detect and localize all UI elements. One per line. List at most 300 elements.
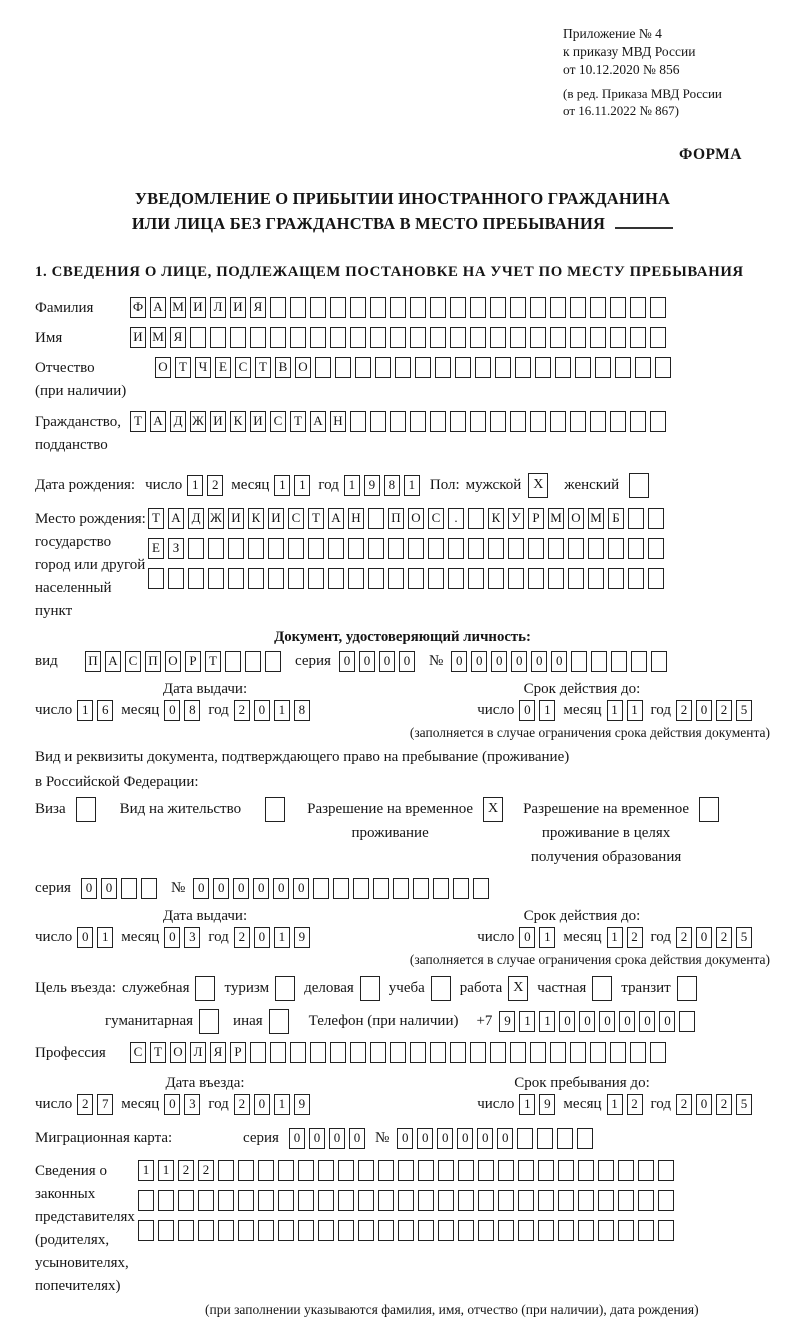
char-cell[interactable]: Я bbox=[210, 1042, 226, 1063]
char-cell[interactable] bbox=[530, 297, 546, 318]
char-cell[interactable]: 0 bbox=[519, 927, 535, 948]
char-cell[interactable] bbox=[655, 357, 671, 378]
char-cell[interactable] bbox=[390, 1042, 406, 1063]
char-cell[interactable] bbox=[370, 327, 386, 348]
char-cell[interactable] bbox=[388, 568, 404, 589]
char-cell[interactable]: И bbox=[230, 297, 246, 318]
char-cell[interactable]: 1 bbox=[519, 1011, 535, 1032]
char-cell[interactable] bbox=[430, 297, 446, 318]
char-cell[interactable] bbox=[428, 568, 444, 589]
char-cell[interactable] bbox=[378, 1160, 394, 1181]
char-cell[interactable] bbox=[298, 1220, 314, 1241]
char-cell[interactable]: П bbox=[388, 508, 404, 529]
char-cell[interactable]: К bbox=[488, 508, 504, 529]
char-cell[interactable] bbox=[478, 1220, 494, 1241]
char-cell[interactable] bbox=[590, 327, 606, 348]
char-cell[interactable] bbox=[298, 1160, 314, 1181]
char-cell[interactable]: 0 bbox=[619, 1011, 635, 1032]
char-cell[interactable]: 1 bbox=[344, 475, 360, 496]
char-cell[interactable] bbox=[270, 297, 286, 318]
char-cell[interactable] bbox=[590, 297, 606, 318]
char-cell[interactable]: М bbox=[150, 327, 166, 348]
char-cell[interactable]: 1 bbox=[274, 700, 290, 721]
char-cell[interactable]: И bbox=[210, 411, 226, 432]
char-cell[interactable]: Ж bbox=[190, 411, 206, 432]
char-cell[interactable] bbox=[398, 1220, 414, 1241]
char-cell[interactable]: 0 bbox=[471, 651, 487, 672]
char-cell[interactable] bbox=[358, 1160, 374, 1181]
char-cell[interactable] bbox=[558, 1160, 574, 1181]
char-cell[interactable]: 0 bbox=[254, 700, 270, 721]
edu-permit-checkbox[interactable] bbox=[699, 797, 719, 822]
char-cell[interactable]: О bbox=[170, 1042, 186, 1063]
char-cell[interactable] bbox=[495, 357, 511, 378]
char-cell[interactable]: Л bbox=[210, 297, 226, 318]
identity-expiry-month-cells[interactable] bbox=[607, 700, 643, 721]
char-cell[interactable]: 0 bbox=[599, 1011, 615, 1032]
char-cell[interactable]: 0 bbox=[193, 878, 209, 899]
char-cell[interactable]: 0 bbox=[457, 1128, 473, 1149]
char-cell[interactable] bbox=[550, 411, 566, 432]
char-cell[interactable]: 2 bbox=[676, 927, 692, 948]
inaya-checkbox[interactable] bbox=[269, 1009, 289, 1034]
char-cell[interactable] bbox=[550, 327, 566, 348]
char-cell[interactable] bbox=[390, 297, 406, 318]
phone-cells[interactable] bbox=[499, 1011, 695, 1032]
char-cell[interactable] bbox=[435, 357, 451, 378]
char-cell[interactable]: 5 bbox=[736, 927, 752, 948]
char-cell[interactable]: 0 bbox=[164, 927, 180, 948]
residence-issue-day-cells[interactable] bbox=[77, 927, 113, 948]
char-cell[interactable]: 0 bbox=[491, 651, 507, 672]
char-cell[interactable] bbox=[468, 508, 484, 529]
char-cell[interactable]: О bbox=[295, 357, 311, 378]
char-cell[interactable] bbox=[538, 1190, 554, 1211]
char-cell[interactable] bbox=[630, 297, 646, 318]
char-cell[interactable]: А bbox=[328, 508, 344, 529]
char-cell[interactable] bbox=[370, 411, 386, 432]
char-cell[interactable] bbox=[338, 1160, 354, 1181]
char-cell[interactable]: Л bbox=[190, 1042, 206, 1063]
legal-reps-cells-row2[interactable] bbox=[138, 1190, 674, 1211]
char-cell[interactable] bbox=[148, 568, 164, 589]
char-cell[interactable]: 0 bbox=[329, 1128, 345, 1149]
char-cell[interactable] bbox=[258, 1190, 274, 1211]
char-cell[interactable] bbox=[188, 568, 204, 589]
citizenship-cells[interactable] bbox=[130, 411, 666, 432]
char-cell[interactable]: 1 bbox=[607, 927, 623, 948]
char-cell[interactable] bbox=[338, 1220, 354, 1241]
char-cell[interactable] bbox=[488, 568, 504, 589]
identity-issue-month-cells[interactable] bbox=[164, 700, 200, 721]
char-cell[interactable] bbox=[310, 1042, 326, 1063]
char-cell[interactable]: 8 bbox=[294, 700, 310, 721]
char-cell[interactable] bbox=[648, 568, 664, 589]
char-cell[interactable] bbox=[658, 1160, 674, 1181]
char-cell[interactable] bbox=[475, 357, 491, 378]
char-cell[interactable] bbox=[628, 538, 644, 559]
char-cell[interactable] bbox=[550, 297, 566, 318]
char-cell[interactable] bbox=[510, 411, 526, 432]
char-cell[interactable]: П bbox=[85, 651, 101, 672]
char-cell[interactable]: 1 bbox=[77, 700, 93, 721]
char-cell[interactable] bbox=[608, 538, 624, 559]
char-cell[interactable]: 2 bbox=[627, 927, 643, 948]
char-cell[interactable]: 1 bbox=[627, 700, 643, 721]
char-cell[interactable]: К bbox=[230, 411, 246, 432]
char-cell[interactable]: И bbox=[228, 508, 244, 529]
char-cell[interactable] bbox=[158, 1190, 174, 1211]
char-cell[interactable]: 0 bbox=[399, 651, 415, 672]
char-cell[interactable] bbox=[318, 1190, 334, 1211]
char-cell[interactable] bbox=[630, 1042, 646, 1063]
char-cell[interactable]: 7 bbox=[97, 1094, 113, 1115]
char-cell[interactable] bbox=[408, 538, 424, 559]
char-cell[interactable]: К bbox=[248, 508, 264, 529]
char-cell[interactable] bbox=[350, 297, 366, 318]
char-cell[interactable] bbox=[358, 1220, 374, 1241]
char-cell[interactable]: 9 bbox=[499, 1011, 515, 1032]
birth-place-cells-row2[interactable] bbox=[148, 538, 664, 559]
char-cell[interactable] bbox=[368, 538, 384, 559]
char-cell[interactable] bbox=[338, 1190, 354, 1211]
char-cell[interactable] bbox=[278, 1220, 294, 1241]
char-cell[interactable] bbox=[230, 327, 246, 348]
char-cell[interactable]: . bbox=[448, 508, 464, 529]
char-cell[interactable] bbox=[530, 327, 546, 348]
char-cell[interactable] bbox=[458, 1160, 474, 1181]
char-cell[interactable]: 0 bbox=[254, 927, 270, 948]
char-cell[interactable]: 2 bbox=[676, 1094, 692, 1115]
char-cell[interactable]: 5 bbox=[736, 1094, 752, 1115]
char-cell[interactable] bbox=[330, 327, 346, 348]
birth-month-cells[interactable] bbox=[274, 475, 310, 496]
char-cell[interactable] bbox=[570, 327, 586, 348]
char-cell[interactable] bbox=[468, 538, 484, 559]
char-cell[interactable] bbox=[318, 1160, 334, 1181]
char-cell[interactable] bbox=[458, 1220, 474, 1241]
char-cell[interactable]: Ч bbox=[195, 357, 211, 378]
char-cell[interactable]: Т bbox=[150, 1042, 166, 1063]
char-cell[interactable] bbox=[438, 1160, 454, 1181]
char-cell[interactable] bbox=[448, 538, 464, 559]
char-cell[interactable]: И bbox=[250, 411, 266, 432]
gender-female-checkbox[interactable] bbox=[629, 473, 649, 498]
char-cell[interactable]: 3 bbox=[184, 1094, 200, 1115]
char-cell[interactable]: 0 bbox=[397, 1128, 413, 1149]
char-cell[interactable]: Т bbox=[290, 411, 306, 432]
char-cell[interactable] bbox=[278, 1160, 294, 1181]
char-cell[interactable]: 0 bbox=[531, 651, 547, 672]
char-cell[interactable] bbox=[188, 538, 204, 559]
char-cell[interactable]: А bbox=[310, 411, 326, 432]
char-cell[interactable] bbox=[393, 878, 409, 899]
char-cell[interactable] bbox=[375, 357, 391, 378]
char-cell[interactable]: И bbox=[268, 508, 284, 529]
sluzhebnaya-checkbox[interactable] bbox=[195, 976, 215, 1001]
char-cell[interactable] bbox=[268, 538, 284, 559]
char-cell[interactable] bbox=[478, 1160, 494, 1181]
char-cell[interactable] bbox=[248, 538, 264, 559]
char-cell[interactable]: М bbox=[548, 508, 564, 529]
char-cell[interactable]: 6 bbox=[97, 700, 113, 721]
char-cell[interactable]: Т bbox=[308, 508, 324, 529]
turizm-checkbox[interactable] bbox=[275, 976, 295, 1001]
char-cell[interactable] bbox=[618, 1220, 634, 1241]
entry-month-cells[interactable] bbox=[164, 1094, 200, 1115]
char-cell[interactable] bbox=[470, 1042, 486, 1063]
residence-expiry-day-cells[interactable] bbox=[519, 927, 555, 948]
char-cell[interactable] bbox=[538, 1220, 554, 1241]
patronymic-cells[interactable] bbox=[155, 357, 671, 378]
stay-day-cells[interactable] bbox=[519, 1094, 555, 1115]
migration-series-cells[interactable] bbox=[289, 1128, 365, 1149]
char-cell[interactable] bbox=[265, 651, 281, 672]
char-cell[interactable] bbox=[298, 1190, 314, 1211]
char-cell[interactable] bbox=[490, 297, 506, 318]
char-cell[interactable]: А bbox=[150, 297, 166, 318]
char-cell[interactable] bbox=[413, 878, 429, 899]
char-cell[interactable]: Ж bbox=[208, 508, 224, 529]
char-cell[interactable] bbox=[638, 1160, 654, 1181]
char-cell[interactable]: Е bbox=[215, 357, 231, 378]
char-cell[interactable]: А bbox=[105, 651, 121, 672]
char-cell[interactable] bbox=[610, 327, 626, 348]
char-cell[interactable]: 0 bbox=[349, 1128, 365, 1149]
char-cell[interactable] bbox=[415, 357, 431, 378]
char-cell[interactable] bbox=[388, 538, 404, 559]
char-cell[interactable]: 0 bbox=[477, 1128, 493, 1149]
char-cell[interactable] bbox=[498, 1220, 514, 1241]
char-cell[interactable] bbox=[450, 327, 466, 348]
char-cell[interactable] bbox=[638, 1220, 654, 1241]
char-cell[interactable] bbox=[353, 878, 369, 899]
char-cell[interactable] bbox=[390, 411, 406, 432]
residence-expiry-year-cells[interactable] bbox=[676, 927, 752, 948]
char-cell[interactable] bbox=[370, 1042, 386, 1063]
char-cell[interactable]: Е bbox=[148, 538, 164, 559]
char-cell[interactable] bbox=[577, 1128, 593, 1149]
char-cell[interactable] bbox=[228, 538, 244, 559]
char-cell[interactable] bbox=[535, 357, 551, 378]
char-cell[interactable] bbox=[568, 538, 584, 559]
identity-series-cells[interactable] bbox=[339, 651, 415, 672]
char-cell[interactable]: У bbox=[508, 508, 524, 529]
temp-permit-checkbox[interactable]: X bbox=[483, 797, 503, 822]
char-cell[interactable] bbox=[650, 411, 666, 432]
char-cell[interactable] bbox=[158, 1220, 174, 1241]
char-cell[interactable] bbox=[453, 878, 469, 899]
char-cell[interactable] bbox=[518, 1190, 534, 1211]
char-cell[interactable]: 0 bbox=[164, 1094, 180, 1115]
char-cell[interactable] bbox=[198, 1220, 214, 1241]
char-cell[interactable] bbox=[308, 538, 324, 559]
char-cell[interactable]: Д bbox=[188, 508, 204, 529]
char-cell[interactable]: О bbox=[155, 357, 171, 378]
char-cell[interactable] bbox=[578, 1190, 594, 1211]
char-cell[interactable]: Т bbox=[205, 651, 221, 672]
char-cell[interactable]: Т bbox=[255, 357, 271, 378]
char-cell[interactable] bbox=[313, 878, 329, 899]
char-cell[interactable] bbox=[178, 1220, 194, 1241]
char-cell[interactable] bbox=[550, 1042, 566, 1063]
gumanitarnaya-checkbox[interactable] bbox=[199, 1009, 219, 1034]
char-cell[interactable] bbox=[138, 1220, 154, 1241]
legal-reps-cells-row1[interactable] bbox=[138, 1160, 674, 1181]
identity-kind-cells[interactable] bbox=[85, 651, 281, 672]
birth-place-cells-row1[interactable] bbox=[148, 508, 664, 529]
char-cell[interactable]: Б bbox=[608, 508, 624, 529]
char-cell[interactable]: 0 bbox=[519, 700, 535, 721]
residence-permit-checkbox[interactable] bbox=[265, 797, 285, 822]
char-cell[interactable]: О bbox=[408, 508, 424, 529]
char-cell[interactable] bbox=[528, 568, 544, 589]
char-cell[interactable] bbox=[390, 327, 406, 348]
char-cell[interactable] bbox=[648, 538, 664, 559]
char-cell[interactable]: 0 bbox=[233, 878, 249, 899]
delovaya-checkbox[interactable] bbox=[360, 976, 380, 1001]
char-cell[interactable] bbox=[470, 327, 486, 348]
char-cell[interactable] bbox=[450, 297, 466, 318]
char-cell[interactable] bbox=[208, 568, 224, 589]
char-cell[interactable] bbox=[558, 1190, 574, 1211]
identity-number-cells[interactable] bbox=[451, 651, 667, 672]
char-cell[interactable] bbox=[328, 568, 344, 589]
char-cell[interactable] bbox=[348, 538, 364, 559]
birth-day-cells[interactable] bbox=[187, 475, 223, 496]
residence-expiry-month-cells[interactable] bbox=[607, 927, 643, 948]
char-cell[interactable] bbox=[270, 327, 286, 348]
ucheba-checkbox[interactable] bbox=[431, 976, 451, 1001]
char-cell[interactable] bbox=[571, 651, 587, 672]
char-cell[interactable] bbox=[608, 568, 624, 589]
identity-expiry-year-cells[interactable] bbox=[676, 700, 752, 721]
char-cell[interactable]: Р bbox=[230, 1042, 246, 1063]
char-cell[interactable] bbox=[548, 568, 564, 589]
gender-male-checkbox[interactable]: X bbox=[528, 473, 548, 498]
char-cell[interactable]: 2 bbox=[198, 1160, 214, 1181]
char-cell[interactable]: 0 bbox=[579, 1011, 595, 1032]
char-cell[interactable]: М bbox=[588, 508, 604, 529]
char-cell[interactable] bbox=[250, 1042, 266, 1063]
char-cell[interactable] bbox=[548, 538, 564, 559]
char-cell[interactable]: 9 bbox=[294, 1094, 310, 1115]
char-cell[interactable] bbox=[310, 327, 326, 348]
char-cell[interactable] bbox=[288, 538, 304, 559]
char-cell[interactable]: 0 bbox=[696, 1094, 712, 1115]
identity-issue-day-cells[interactable] bbox=[77, 700, 113, 721]
char-cell[interactable] bbox=[508, 568, 524, 589]
char-cell[interactable] bbox=[658, 1220, 674, 1241]
char-cell[interactable]: 1 bbox=[274, 475, 290, 496]
char-cell[interactable] bbox=[198, 1190, 214, 1211]
char-cell[interactable]: А bbox=[168, 508, 184, 529]
identity-issue-year-cells[interactable] bbox=[234, 700, 310, 721]
char-cell[interactable] bbox=[470, 411, 486, 432]
char-cell[interactable]: 0 bbox=[164, 700, 180, 721]
char-cell[interactable] bbox=[410, 411, 426, 432]
char-cell[interactable] bbox=[450, 1042, 466, 1063]
char-cell[interactable]: А bbox=[150, 411, 166, 432]
char-cell[interactable] bbox=[368, 508, 384, 529]
char-cell[interactable]: 0 bbox=[309, 1128, 325, 1149]
char-cell[interactable] bbox=[248, 568, 264, 589]
char-cell[interactable] bbox=[610, 1042, 626, 1063]
char-cell[interactable]: 0 bbox=[273, 878, 289, 899]
char-cell[interactable] bbox=[575, 357, 591, 378]
char-cell[interactable]: С bbox=[270, 411, 286, 432]
char-cell[interactable] bbox=[470, 297, 486, 318]
entry-year-cells[interactable] bbox=[234, 1094, 310, 1115]
char-cell[interactable]: 2 bbox=[716, 700, 732, 721]
char-cell[interactable]: Т bbox=[175, 357, 191, 378]
char-cell[interactable] bbox=[490, 411, 506, 432]
char-cell[interactable] bbox=[630, 411, 646, 432]
char-cell[interactable] bbox=[510, 297, 526, 318]
char-cell[interactable]: 9 bbox=[539, 1094, 555, 1115]
char-cell[interactable] bbox=[618, 1190, 634, 1211]
char-cell[interactable] bbox=[228, 568, 244, 589]
char-cell[interactable]: 2 bbox=[77, 1094, 93, 1115]
char-cell[interactable] bbox=[438, 1220, 454, 1241]
char-cell[interactable]: 0 bbox=[213, 878, 229, 899]
char-cell[interactable] bbox=[410, 1042, 426, 1063]
char-cell[interactable] bbox=[428, 538, 444, 559]
char-cell[interactable]: 8 bbox=[184, 700, 200, 721]
char-cell[interactable] bbox=[190, 327, 206, 348]
char-cell[interactable] bbox=[398, 1190, 414, 1211]
tranzit-checkbox[interactable] bbox=[677, 976, 697, 1001]
char-cell[interactable] bbox=[595, 357, 611, 378]
char-cell[interactable] bbox=[350, 411, 366, 432]
char-cell[interactable]: Т bbox=[148, 508, 164, 529]
char-cell[interactable]: Я bbox=[170, 327, 186, 348]
char-cell[interactable] bbox=[290, 297, 306, 318]
char-cell[interactable] bbox=[598, 1160, 614, 1181]
char-cell[interactable]: Д bbox=[170, 411, 186, 432]
char-cell[interactable] bbox=[250, 327, 266, 348]
char-cell[interactable] bbox=[517, 1128, 533, 1149]
char-cell[interactable] bbox=[408, 568, 424, 589]
char-cell[interactable] bbox=[488, 538, 504, 559]
char-cell[interactable]: 1 bbox=[404, 475, 420, 496]
char-cell[interactable] bbox=[245, 651, 261, 672]
char-cell[interactable] bbox=[308, 568, 324, 589]
char-cell[interactable] bbox=[358, 1190, 374, 1211]
char-cell[interactable] bbox=[557, 1128, 573, 1149]
residence-series-cells[interactable] bbox=[81, 878, 157, 899]
char-cell[interactable]: 1 bbox=[607, 700, 623, 721]
char-cell[interactable] bbox=[635, 357, 651, 378]
char-cell[interactable] bbox=[610, 411, 626, 432]
char-cell[interactable]: 0 bbox=[451, 651, 467, 672]
char-cell[interactable] bbox=[628, 508, 644, 529]
char-cell[interactable] bbox=[328, 538, 344, 559]
char-cell[interactable] bbox=[618, 1160, 634, 1181]
char-cell[interactable]: 0 bbox=[81, 878, 97, 899]
char-cell[interactable]: 2 bbox=[207, 475, 223, 496]
char-cell[interactable] bbox=[430, 327, 446, 348]
char-cell[interactable] bbox=[418, 1160, 434, 1181]
char-cell[interactable] bbox=[518, 1160, 534, 1181]
char-cell[interactable] bbox=[508, 538, 524, 559]
char-cell[interactable]: 0 bbox=[511, 651, 527, 672]
char-cell[interactable] bbox=[438, 1190, 454, 1211]
char-cell[interactable] bbox=[350, 1042, 366, 1063]
char-cell[interactable]: 0 bbox=[417, 1128, 433, 1149]
char-cell[interactable] bbox=[378, 1220, 394, 1241]
char-cell[interactable] bbox=[490, 1042, 506, 1063]
